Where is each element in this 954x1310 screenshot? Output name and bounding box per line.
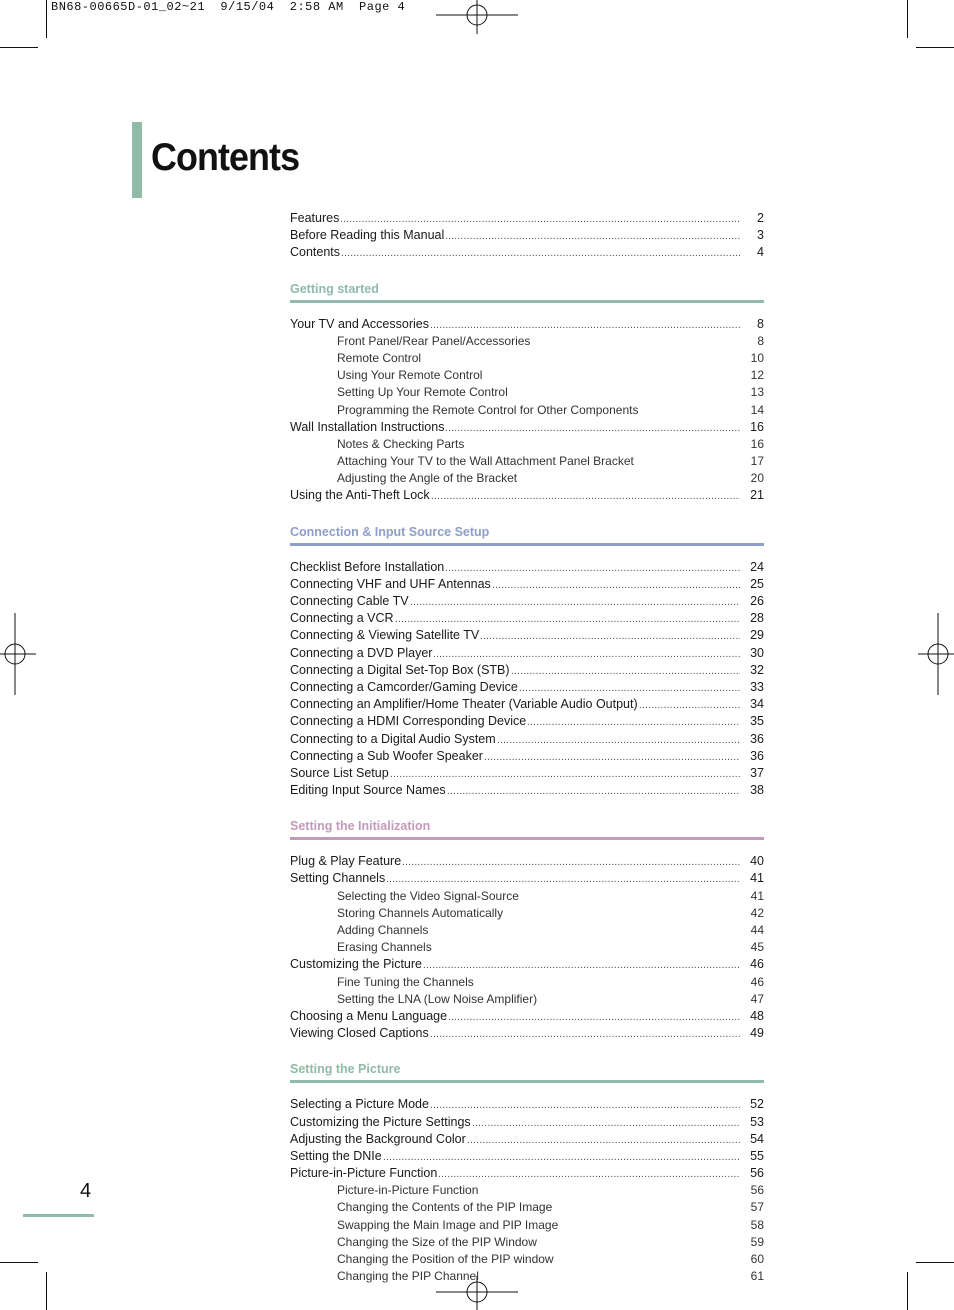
crop-mark (0, 47, 38, 48)
toc-leader-dots (511, 662, 740, 679)
toc-subentry (290, 1217, 764, 1234)
section-rule (290, 543, 764, 546)
crop-mark (0, 1262, 38, 1263)
toc-entry-label: Setting Up Your Remote Control (337, 385, 508, 400)
toc-entry-page: 41 (750, 871, 764, 886)
toc-entry-page: 44 (750, 923, 764, 937)
toc-entry (290, 645, 764, 662)
table-of-contents (290, 210, 764, 1285)
crop-mark (46, 0, 47, 38)
toc-leader-dots (430, 1096, 740, 1113)
toc-entry-page: 16 (750, 419, 764, 434)
toc-entry (290, 748, 764, 765)
toc-leader-dots (445, 419, 740, 436)
toc-leader-dots (386, 870, 740, 887)
toc-entry (290, 956, 764, 973)
toc-entry-label: Connecting Cable TV (290, 594, 409, 608)
toc-leader-dots (433, 645, 740, 662)
toc-entry-label: Using the Anti-Theft Lock (290, 488, 430, 503)
toc-entry-label: Adding Channels (337, 923, 429, 937)
toc-entry (290, 870, 764, 887)
toc-subentry (290, 939, 764, 956)
toc-subentry (290, 991, 764, 1008)
toc-subentry (290, 1234, 764, 1251)
toc-entry (290, 610, 764, 627)
toc-entry-page: 47 (750, 991, 764, 1006)
toc-entry (290, 227, 764, 244)
toc-entry-label: Features (290, 211, 340, 225)
toc-entry-page: 56 (750, 1183, 764, 1198)
toc-entry-label: Setting the DNIe (290, 1148, 382, 1163)
toc-subentry (290, 333, 764, 350)
toc-entry (290, 487, 764, 504)
section-heading: Getting started (290, 281, 379, 296)
toc-entry-page: 53 (750, 1114, 764, 1129)
toc-entry-label: Setting Channels (290, 871, 386, 886)
page-number-rule (23, 1214, 94, 1217)
toc-entry-page: 57 (750, 1200, 764, 1215)
toc-entry-page: 60 (750, 1252, 764, 1266)
toc-entry-label: Connecting a VCR (290, 611, 394, 626)
crop-mark (907, 0, 908, 38)
toc-entry (290, 853, 764, 870)
toc-entry-label: Swapping the Main Image and PIP Image (337, 1217, 559, 1232)
toc-entry-label: Erasing Channels (337, 940, 432, 955)
toc-entry-label: Remote Control (337, 350, 422, 365)
toc-entry-label: Wall Installation Instructions (290, 419, 445, 434)
toc-subentry (290, 470, 764, 487)
toc-entry-label: Contents (290, 245, 341, 260)
toc-entry-label: Viewing Closed Captions (290, 1026, 429, 1041)
toc-leader-dots (390, 765, 740, 782)
toc-entry-page: 35 (750, 714, 764, 729)
toc-entry (290, 593, 764, 610)
toc-entry-label: Connecting a DVD Player (290, 645, 433, 660)
toc-entry-page: 10 (750, 350, 764, 365)
toc-entry (290, 1114, 764, 1131)
toc-leader-dots (448, 1008, 740, 1025)
toc-entry-label: Selecting a Picture Mode (290, 1097, 429, 1112)
toc-entry-page: 61 (750, 1269, 764, 1284)
toc-entry-page: 32 (750, 662, 764, 677)
toc-entry-label: Picture-in-Picture Function (290, 1166, 438, 1181)
toc-entry-page: 17 (750, 454, 764, 469)
toc-entry (290, 1131, 764, 1148)
toc-entry-page: 30 (750, 645, 764, 660)
toc-entry (290, 1148, 764, 1165)
toc-entry (290, 210, 764, 227)
toc-entry-label: Source List Setup (290, 765, 389, 780)
toc-entry-label: Plug & Play Feature (290, 854, 402, 869)
toc-entry-page: 3 (757, 228, 764, 243)
section-header (290, 1042, 764, 1087)
toc-entry (290, 1165, 764, 1182)
toc-subentry (290, 384, 764, 401)
registration-mark-icon (0, 613, 36, 695)
toc-entry-label: Changing the Size of the PIP Window (337, 1234, 537, 1249)
toc-entry (290, 662, 764, 679)
toc-entry-label: Your TV and Accessories (290, 316, 429, 331)
toc-entry-page: 58 (750, 1217, 764, 1232)
toc-entry (290, 1025, 764, 1042)
toc-leader-dots (484, 748, 740, 765)
toc-entry-label: Connecting & Viewing Satellite TV (290, 628, 480, 643)
toc-entry-page: 24 (750, 559, 764, 574)
toc-entry-page: 37 (750, 765, 764, 780)
toc-entry-page: 33 (750, 679, 764, 694)
toc-leader-dots (492, 576, 740, 593)
printer-slug: BN68-00665D-01_02~21 9/15/04 2:58 AM Page 4 (51, 0, 406, 14)
toc-entry-label: Changing the Contents of the PIP Image (337, 1200, 553, 1215)
toc-entry-page: 8 (757, 333, 764, 348)
section-heading: Setting the Initialization (290, 819, 431, 834)
toc-entry-page: 55 (750, 1148, 764, 1163)
toc-entry (290, 559, 764, 576)
toc-entry-page: 29 (750, 628, 764, 643)
toc-entry-label: Connecting a Digital Set-Top Box (STB) (290, 662, 510, 677)
toc-entry-page: 56 (750, 1166, 764, 1181)
toc-subentry (290, 453, 764, 470)
toc-subentry (290, 1182, 764, 1199)
toc-entry-page: 45 (750, 940, 764, 955)
toc-entry-page: 13 (750, 385, 764, 400)
registration-mark-icon (436, 0, 518, 34)
toc-entry (290, 713, 764, 730)
section-heading: Connection & Input Source Setup (290, 524, 490, 539)
toc-leader-dots (410, 593, 740, 610)
toc-leader-dots (497, 731, 740, 748)
page-title: Contents (151, 136, 300, 179)
toc-leader-dots (639, 696, 740, 713)
section-header (290, 505, 764, 550)
toc-subentry (290, 1251, 764, 1268)
toc-entry (290, 576, 764, 593)
toc-entry-label: Connecting a HDMI Corresponding Device (290, 714, 527, 729)
toc-entry-page: 28 (750, 611, 764, 626)
toc-entry (290, 765, 764, 782)
toc-entry-label: Fine Tuning the Channels (337, 974, 474, 989)
toc-leader-dots (447, 782, 740, 799)
toc-entry-label: Connecting VHF and UHF Antennas (290, 576, 491, 591)
section-header (290, 262, 764, 307)
toc-subentry (290, 974, 764, 991)
toc-entry-label: Changing the Position of the PIP window (337, 1252, 554, 1266)
toc-entry-page: 54 (750, 1131, 764, 1146)
toc-entry-label: Changing the PIP Channel (337, 1269, 479, 1284)
toc-entry-page: 36 (750, 731, 764, 746)
toc-leader-dots (445, 559, 740, 576)
title-accent-bar (132, 122, 142, 198)
toc-leader-dots (527, 713, 740, 730)
toc-entry-page: 49 (750, 1026, 764, 1041)
section-rule (290, 300, 764, 303)
toc-leader-dots (430, 1025, 740, 1042)
toc-entry-page: 40 (750, 854, 764, 869)
toc-entry (290, 696, 764, 713)
toc-entry-page: 46 (750, 957, 764, 972)
toc-entry-label: Attaching Your TV to the Wall Attachment Panel Bracket (337, 454, 634, 469)
crop-mark (916, 47, 954, 48)
toc-leader-dots (430, 316, 740, 333)
toc-entry-label: Programming the Remote Control for Other Components (337, 402, 639, 417)
toc-entry-label: Customizing the Picture Settings (290, 1114, 471, 1129)
toc-entry-page: 59 (750, 1234, 764, 1249)
toc-leader-dots (340, 210, 740, 227)
toc-entry (290, 1096, 764, 1113)
toc-entry-page: 4 (757, 245, 764, 260)
toc-subentry (290, 1199, 764, 1216)
toc-entry (290, 419, 764, 436)
toc-entry (290, 627, 764, 644)
toc-entry-label: Choosing a Menu Language (290, 1008, 448, 1023)
toc-leader-dots (472, 1114, 740, 1131)
toc-entry-label: Adjusting the Background Color (290, 1131, 466, 1146)
toc-leader-dots (383, 1148, 740, 1165)
toc-leader-dots (341, 244, 740, 261)
toc-subentry (290, 436, 764, 453)
toc-entry-page: 25 (750, 576, 764, 591)
section-rule (290, 1080, 764, 1083)
toc-leader-dots (395, 610, 740, 627)
toc-subentry (290, 905, 764, 922)
toc-entry (290, 731, 764, 748)
section-header (290, 799, 764, 844)
toc-entry-label: Customizing the Picture (290, 957, 423, 972)
toc-entry-page: 41 (750, 888, 764, 903)
toc-entry-page: 8 (757, 316, 764, 331)
toc-subentry (290, 1268, 764, 1285)
toc-subentry (290, 888, 764, 905)
toc-entry-label: Checklist Before Installation (290, 559, 445, 574)
toc-entry-label: Adjusting the Angle of the Bracket (337, 471, 518, 486)
toc-leader-dots (423, 956, 740, 973)
toc-entry-label: Using Your Remote Control (337, 368, 483, 383)
toc-leader-dots (519, 679, 740, 696)
toc-leader-dots (402, 853, 740, 870)
toc-entry-page: 48 (750, 1008, 764, 1023)
toc-entry-label: Connecting to a Digital Audio System (290, 731, 496, 746)
toc-entry (290, 782, 764, 799)
toc-entry (290, 244, 764, 261)
toc-entry-page: 34 (750, 697, 764, 712)
toc-entry-label: Selecting the Video Signal-Source (337, 888, 519, 903)
registration-mark-icon (918, 613, 954, 695)
toc-entry-page: 46 (750, 974, 764, 989)
toc-leader-dots (438, 1165, 740, 1182)
toc-entry (290, 316, 764, 333)
toc-entry-page: 2 (757, 211, 764, 225)
toc-entry (290, 679, 764, 696)
toc-entry-label: Before Reading this Manual (290, 228, 445, 243)
toc-subentry (290, 367, 764, 384)
toc-subentry (290, 350, 764, 367)
toc-entry-label: Notes & Checking Parts (337, 436, 465, 451)
page-number: 4 (80, 1180, 92, 1202)
toc-entry-page: 21 (750, 488, 764, 503)
toc-entry-page: 52 (750, 1097, 764, 1112)
crop-mark (916, 1262, 954, 1263)
toc-entry-label: Storing Channels Automatically (337, 905, 504, 920)
toc-entry-page: 36 (750, 748, 764, 763)
toc-entry-page: 16 (750, 436, 764, 451)
toc-entry-label: Connecting a Camcorder/Gaming Device (290, 679, 518, 694)
section-heading: Setting the Picture (290, 1062, 401, 1077)
toc-entry-label: Editing Input Source Names (290, 783, 446, 798)
toc-entry-label: Setting the LNA (Low Noise Amplifier) (337, 991, 538, 1006)
toc-entry-label: Connecting an Amplifier/Home Theater (Variable Audio Output) (290, 697, 638, 712)
toc-leader-dots (480, 627, 740, 644)
toc-entry-label: Picture-in-Picture Function (337, 1183, 479, 1198)
toc-leader-dots (445, 227, 740, 244)
toc-entry-page: 38 (750, 783, 764, 798)
toc-entry-page: 20 (750, 471, 764, 486)
toc-entry-page: 12 (750, 368, 764, 383)
toc-leader-dots (467, 1131, 740, 1148)
toc-subentry (290, 922, 764, 939)
section-rule (290, 837, 764, 840)
toc-entry-page: 26 (750, 594, 764, 608)
toc-entry (290, 1008, 764, 1025)
toc-entry-page: 42 (750, 905, 764, 920)
toc-entry-label: Connecting a Sub Woofer Speaker (290, 748, 483, 763)
toc-entry-label: Front Panel/Rear Panel/Accessories (337, 333, 531, 348)
crop-mark (907, 1272, 908, 1310)
toc-entry-page: 14 (750, 402, 764, 417)
toc-leader-dots (431, 487, 740, 504)
crop-mark (46, 1272, 47, 1310)
toc-subentry (290, 402, 764, 419)
